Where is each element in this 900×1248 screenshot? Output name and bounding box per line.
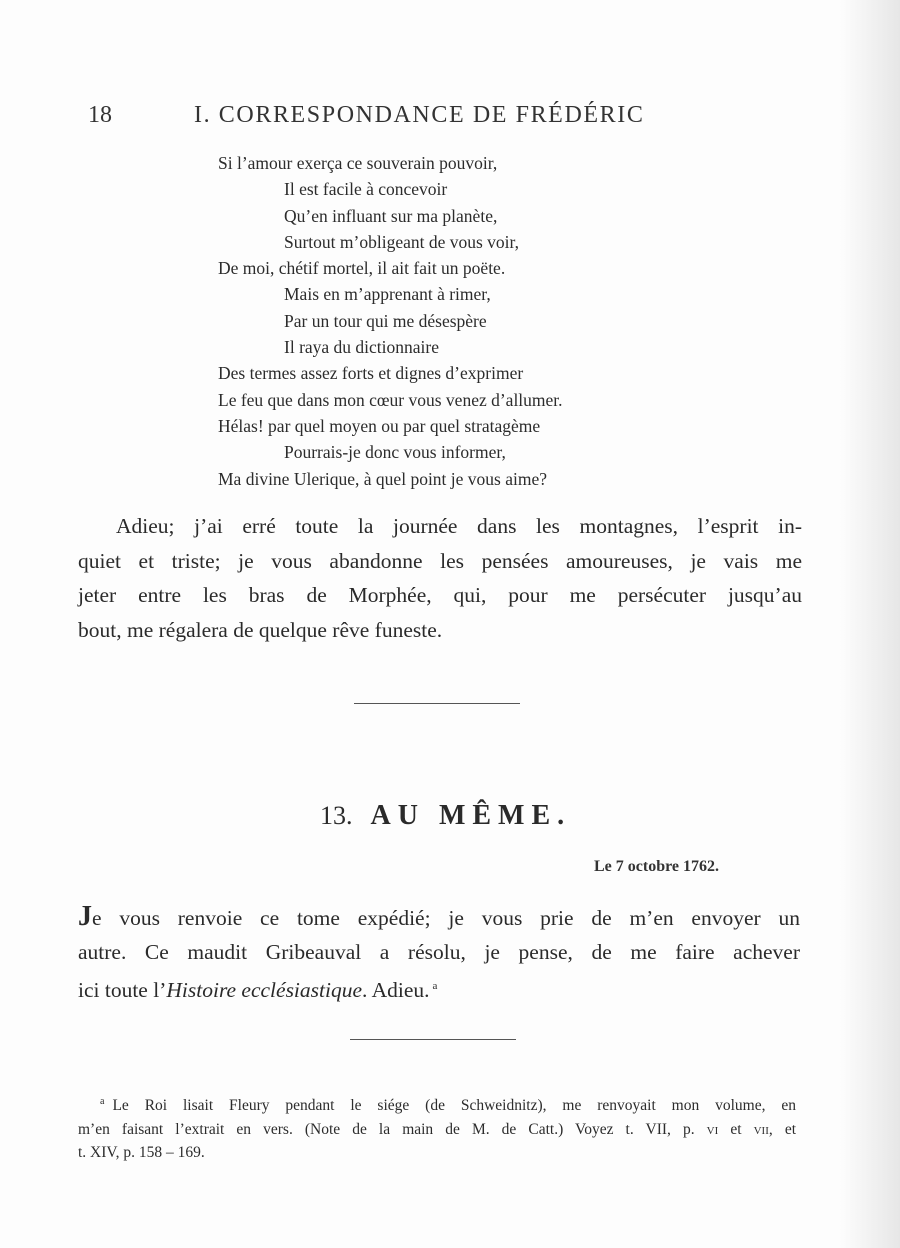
paragraph-line: Adieu; j’ai erré toute la journée dans les montagnes, l’esprit in- bbox=[116, 514, 802, 538]
poem bbox=[218, 150, 688, 492]
verse-line: Mais en m’apprenant à rimer, bbox=[284, 284, 491, 305]
letter-text: e vous renvoie ce tome expédié; je vous prie de m’en envoyer un bbox=[92, 906, 800, 930]
paragraph-line: quiet et triste; je vous abandonne les pensées amoureuses, je vais me bbox=[78, 548, 802, 573]
footnote-text: Le Roi lisait Fleury pendant le siége (de Schweidnitz), me renvoyait mon volume, en bbox=[112, 1097, 796, 1115]
letter-text: ici toute l’ bbox=[78, 978, 167, 1003]
section-number: 13. bbox=[320, 801, 353, 830]
footnote-line bbox=[78, 1118, 796, 1142]
roman-numeral: vi bbox=[706, 1120, 719, 1138]
letter-text: . Adieu. bbox=[362, 978, 430, 1003]
verse-line: Qu’en influant sur ma planète, bbox=[284, 205, 498, 226]
verse-line: Il est facile à concevoir bbox=[284, 179, 448, 200]
verse-line: Pourrais-je donc vous informer, bbox=[284, 442, 506, 463]
verse-line: Par un tour qui me désespère bbox=[284, 310, 487, 331]
footnote-text: et bbox=[718, 1120, 754, 1138]
section-heading bbox=[320, 800, 571, 832]
paragraph-line: jeter entre les bras de Morphée, qui, pour me persécuter jusqu’au bbox=[78, 583, 802, 607]
book-title: Histoire ecclésiastique bbox=[166, 978, 363, 1003]
paragraph-line: bout, me régalera de quelque rêve funeste. bbox=[78, 617, 443, 642]
page-number: 18 bbox=[88, 102, 112, 128]
footnote-divider bbox=[350, 1039, 516, 1040]
section-title: AU MÊME. bbox=[370, 800, 572, 831]
section-divider bbox=[354, 703, 520, 704]
drop-cap: J bbox=[78, 901, 92, 932]
verse-line: Hélas! par quel moyen ou par quel stratagème bbox=[218, 415, 541, 436]
verse-line: Surtout m’obligeant de vous voir, bbox=[284, 231, 520, 252]
dateline: Le 7 octobre 1762. bbox=[594, 858, 720, 875]
verse-line: Ma divine Ulerique, à quel point je vous aime? bbox=[218, 468, 548, 489]
verse-line: Si l’amour exerça ce souverain pouvoir, bbox=[218, 153, 498, 173]
verse-line: Il raya du dictionnaire bbox=[284, 337, 440, 358]
footnote-marker: a bbox=[100, 1096, 105, 1107]
footnote-line bbox=[78, 1090, 796, 1118]
verse-line: Le feu que dans mon cœur vous venez d’allumer. bbox=[218, 389, 563, 410]
letter-line bbox=[78, 969, 800, 1007]
closing-paragraph bbox=[78, 509, 802, 647]
footnote-reference[interactable]: a bbox=[432, 980, 438, 992]
letter-line: autre. Ce maudit Gribeauval a résolu, je pense, de me faire achever bbox=[78, 940, 800, 964]
footnote-text: , et bbox=[768, 1120, 797, 1138]
verse-line: Des termes assez forts et dignes d’exprimer bbox=[218, 363, 524, 384]
letter-line bbox=[78, 900, 800, 935]
footnote-line: t. XIV, p. 158 – 169. bbox=[78, 1144, 205, 1162]
footnote bbox=[78, 1090, 796, 1165]
running-head bbox=[0, 100, 900, 134]
footnote-text: m’en faisant l’extrait en vers. (Note de la main de M. de Catt.) Voyez t. VII, p. bbox=[78, 1120, 707, 1138]
verse-line: De moi, chétif mortel, il ait fait un poëte. bbox=[218, 258, 506, 279]
running-title: I. CORRESPONDANCE DE FRÉDÉRIC bbox=[194, 102, 645, 128]
roman-numeral: vii bbox=[753, 1120, 769, 1138]
letter-body bbox=[78, 900, 800, 1007]
